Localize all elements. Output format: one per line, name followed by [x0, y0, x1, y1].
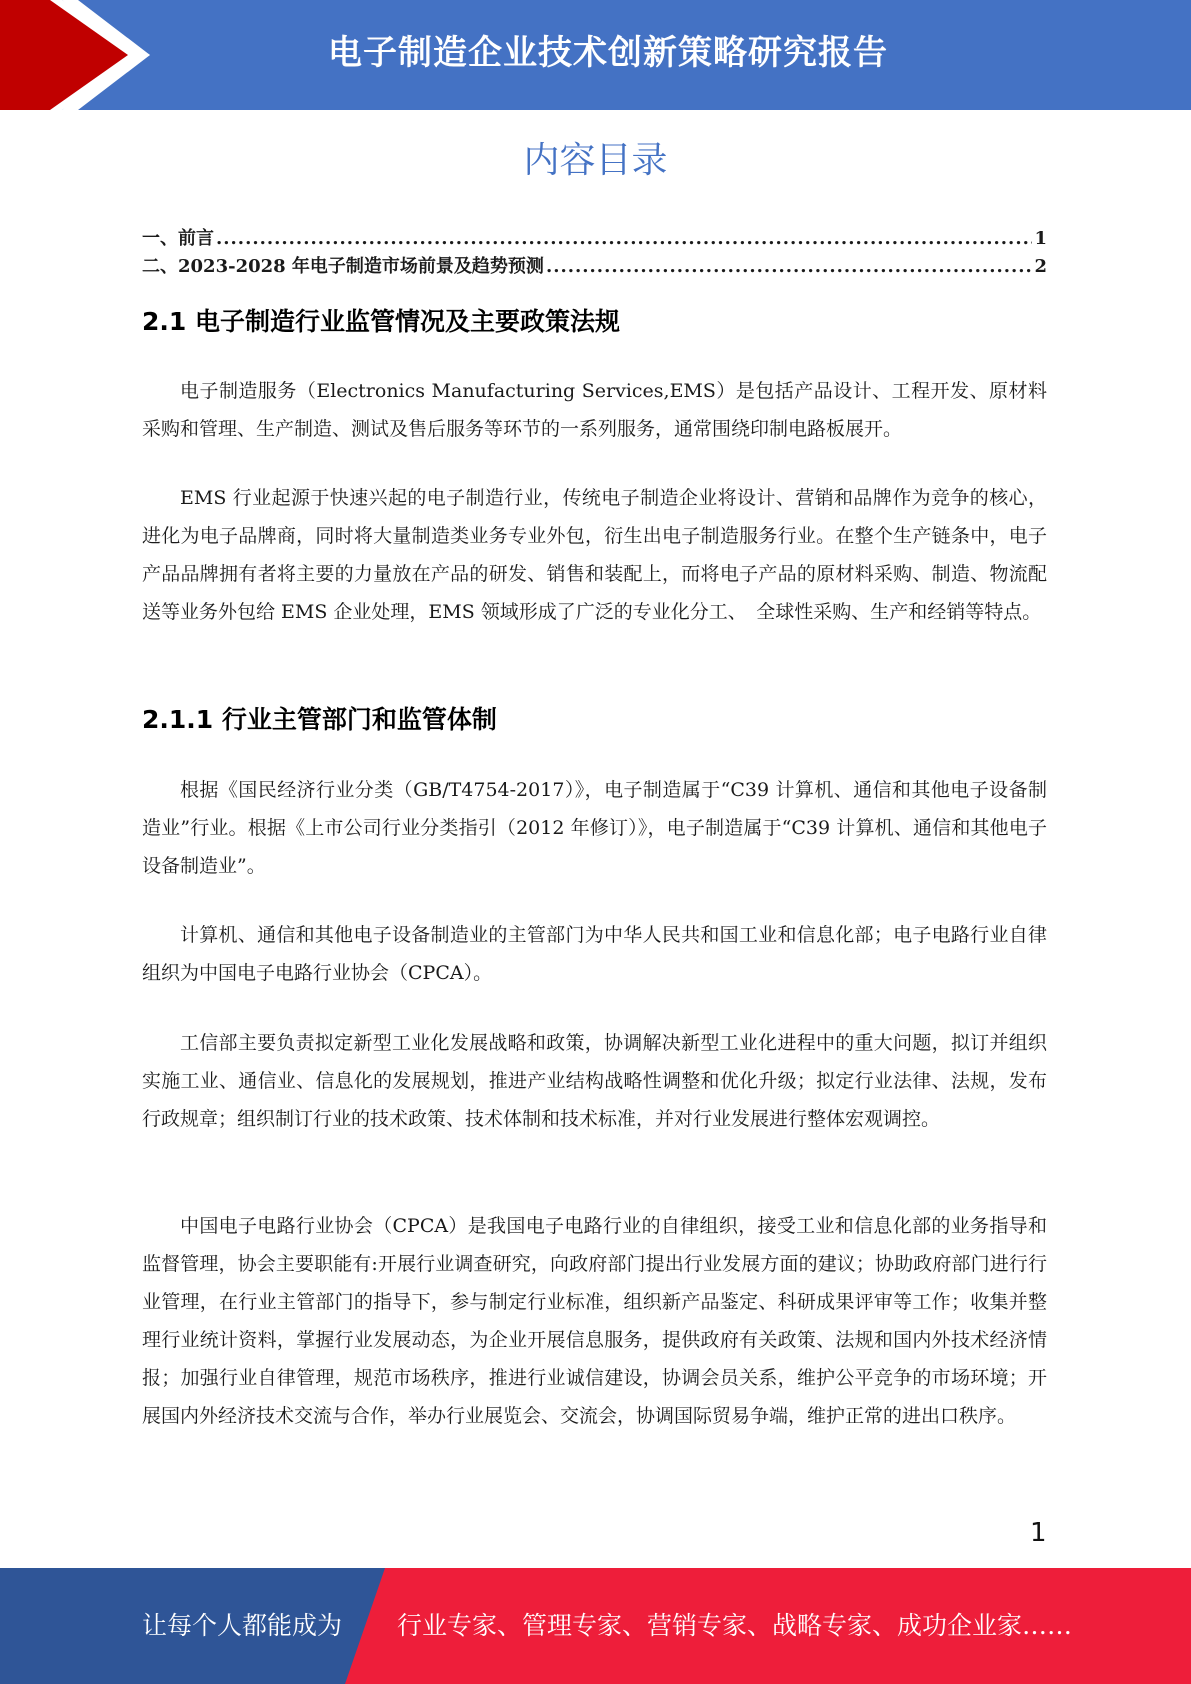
report-header	[0, 0, 1191, 110]
footer-slogan-left: 让每个人都能成为	[142, 1611, 343, 1640]
toc-entry[interactable]	[142, 224, 1047, 252]
section-heading-2-1: 2.1 电子制造行业监管情况及主要政策法规	[142, 307, 620, 336]
toc-entry-label: 二、2023-2028 年电子制造市场前景及趋势预测	[142, 256, 544, 277]
footer-slogan-right: 行业专家、管理专家、营销专家、战略专家、成功企业家……	[397, 1611, 1073, 1640]
toc-leader-dots	[546, 256, 1033, 277]
table-of-contents	[142, 224, 1047, 280]
paragraph: 中国电子电路行业协会（CPCA）是我国电子电路行业的自律组织，接受工业和信息化部的业务指导和监督管理，协会主要职能有:开展行业调查研究，向政府部门提出行业发展方面的建议；协助政府部门进行行业管理，在行业主管部门的指导下，参与制定行业标准，组织新产品鉴定、科研成果评审等工作；收集并整理行业统计资料，掌握行业发展动态，为企业开展信息服务，提供政府有关政策、法规和国内外技术经济情报；加强行业自律管理，规范市场秩序，推进行业诚信建设，协调会员关系，维护公平竞争的市场环境；开展国内外经济技术交流与合作，举办行业展览会、交流会，协调国际贸易争端，维护正常的进出口秩序。	[142, 1215, 1047, 1427]
toc-entry[interactable]	[142, 252, 1047, 280]
section-heading-2-1-1: 2.1.1 行业主管部门和监管体制	[142, 705, 497, 734]
toc-leader-dots	[216, 228, 1032, 249]
paragraph: EMS 行业起源于快速兴起的电子制造行业，传统电子制造企业将设计、营销和品牌作为竞争的核心，进化为电子品牌商，同时将大量制造类业务专业外包，衍生出电子制造服务行业。在整个生产链条中，电子产品品牌拥有者将主要的力量放在产品的研发、销售和装配上，而将电子产品的原材料采购、制造、物流配送等业务外包给 EMS 企业处理，EMS 领域形成了广泛的专业化分工、 全球性采购、生产和经销等特点。	[142, 487, 1047, 623]
paragraph: 工信部主要负责拟定新型工业化发展战略和政策，协调解决新型工业化进程中的重大问题，拟订并组织实施工业、通信业、信息化的发展规划，推进产业结构战略性调整和优化升级；拟定行业法律、法规，发布行政规章；组织制订行业的技术政策、技术体制和技术标准，并对行业发展进行整体宏观调控。	[142, 1032, 1047, 1130]
report-title: 电子制造企业技术创新策略研究报告	[328, 33, 888, 73]
page-number: 1	[1030, 1518, 1047, 1548]
paragraph: 电子制造服务（Electronics Manufacturing Services,EMS）是包括产品设计、工程开发、原材料采购和管理、生产制造、测试及售后服务等环节的一系列服务，通常围绕印制电路板展开。	[142, 380, 1047, 440]
paragraph: 根据《国民经济行业分类（GB/T4754-2017）》，电子制造属于“C39 计算机、通信和其他电子设备制造业”行业。根据《上市公司行业分类指引（2012 年修订）》，电子制造属于“C39 计算机、通信和其他电子设备制造业”。	[142, 779, 1047, 877]
report-footer	[0, 1568, 1191, 1684]
toc-entry-page: 1	[1034, 228, 1047, 249]
toc-entry-label: 一、前言	[142, 228, 214, 249]
toc-entry-page: 2	[1034, 256, 1047, 277]
toc-title: 内容目录	[523, 140, 668, 181]
paragraph: 计算机、通信和其他电子设备制造业的主管部门为中华人民共和国工业和信息化部；电子电路行业自律组织为中国电子电路行业协会（CPCA）。	[142, 924, 1047, 984]
